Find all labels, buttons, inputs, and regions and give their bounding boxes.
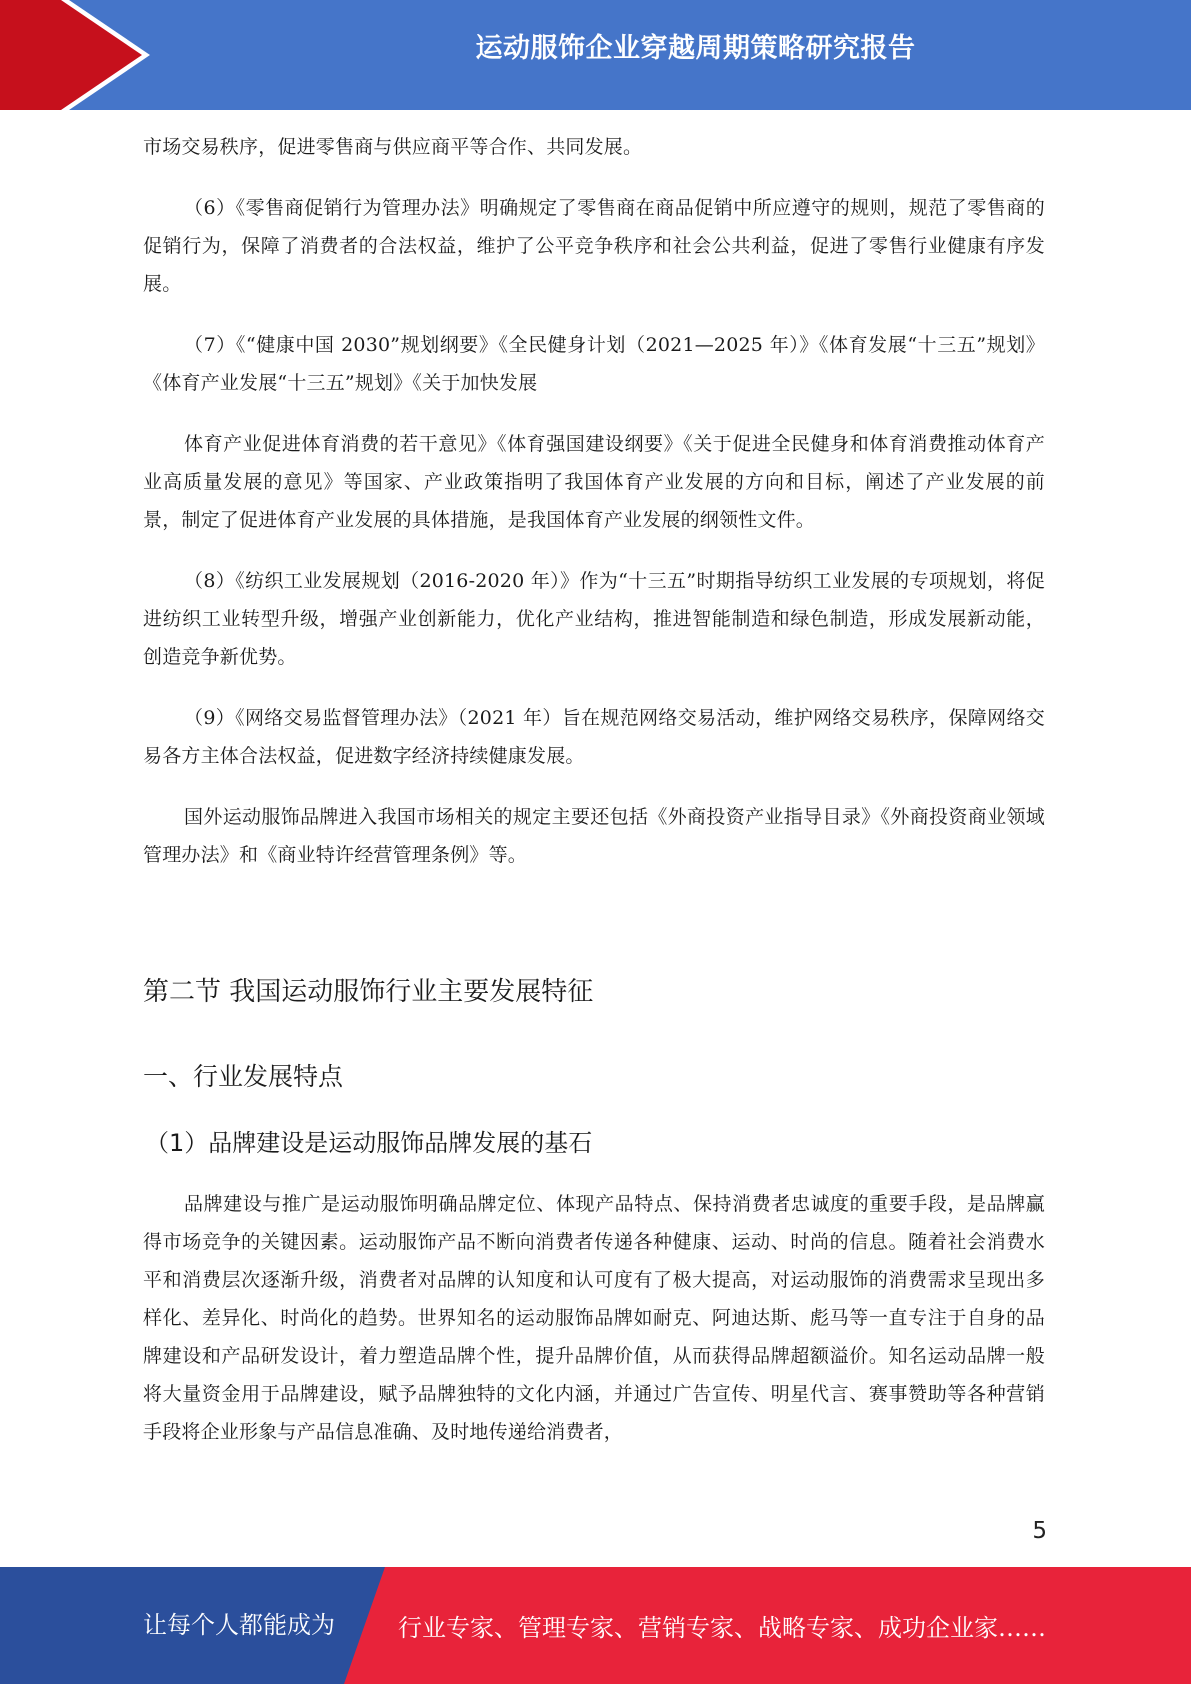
paragraph-item-7-continued: 体育产业促进体育消费的若干意见》《体育强国建设纲要》《关于促进全民健身和体育消费推动体育产业高质量发展的意见》等国家、产业政策指明了我国体育产业发展的方向和目标，阐述了产业发展的前景，制定了促进体育产业发展的具体措施，是我国体育产业发展的纲领性文件。 (143, 433, 1045, 531)
paragraph-item-9: （9）《网络交易监督管理办法》（2021 年）旨在规范网络交易活动，维护网络交易秩序，保障网络交易各方主体合法权益，促进数字经济持续健康发展。 (143, 707, 1045, 767)
report-title: 运动服饰企业穿越周期策略研究报告 (475, 33, 916, 64)
paragraph-item-6: （6）《零售商促销行为管理办法》明确规定了零售商在商品促销中所应遵守的规则，规范了零售商的促销行为，保障了消费者的合法权益，维护了公平竞争秩序和社会公共利益，促进了零售行业健康有序发展。 (143, 197, 1045, 295)
page-header (0, 0, 1191, 110)
subsection-heading: 一、行业发展特点 (143, 1062, 344, 1091)
paragraph-foreign-regulations: 国外运动服饰品牌进入我国市场相关的规定主要还包括《外商投资产业指导目录》《外商投资商业领域管理办法》和《商业特许经营管理条例》等。 (143, 806, 1045, 866)
paragraph-item-8: （8）《纺织工业发展规划（2016-2020 年）》作为“十三五”时期指导纺织工业发展的专项规划，将促进纺织工业转型升级，增强产业创新能力，优化产业结构，推进智能制造和绿色制造，形成发展新动能，创造竞争新优势。 (143, 570, 1045, 668)
footer-slogan-right: 行业专家、管理专家、营销专家、战略专家、成功企业家…… (398, 1614, 1046, 1642)
topic-heading: （1）品牌建设是运动服饰品牌发展的基石 (145, 1129, 593, 1157)
paragraph-item-7: （7）《“健康中国 2030”规划纲要》《全民健身计划（2021—2025 年）》《体育发展“十三五”规划》《体育产业发展“十三五”规划》《关于加快发展 (143, 334, 1045, 394)
document-body (143, 128, 1045, 1451)
paragraph-brand-building: 品牌建设与推广是运动服饰明确品牌定位、体现产品特点、保持消费者忠诚度的重要手段，是品牌赢得市场竞争的关键因素。运动服饰产品不断向消费者传递各种健康、运动、时尚的信息。随着社会消费水平和消费层次逐渐升级，消费者对品牌的认知度和认可度有了极大提高，对运动服饰的消费需求呈现出多样化、差异化、时尚化的趋势。世界知名的运动服饰品牌如耐克、阿迪达斯、彪马等一直专注于自身的品牌建设和产品研发设计，着力塑造品牌个性，提升品牌价值，从而获得品牌超额溢价。知名运动品牌一般将大量资金用于品牌建设，赋予品牌独特的文化内涵，并通过广告宣传、明星代言、赛事赞助等各种营销手段将企业形象与产品信息准确、及时地传递给消费者， (143, 1193, 1045, 1443)
header-chevron-icon (0, 0, 142, 110)
section-heading: 第二节 我国运动服饰行业主要发展特征 (143, 977, 594, 1007)
page-number: 5 (1032, 1518, 1047, 1544)
page-footer (0, 1567, 1191, 1684)
footer-slogan-left: 让每个人都能成为 (143, 1611, 335, 1639)
paragraph-continuation: 市场交易秩序，促进零售商与供应商平等合作、共同发展。 (143, 136, 643, 158)
